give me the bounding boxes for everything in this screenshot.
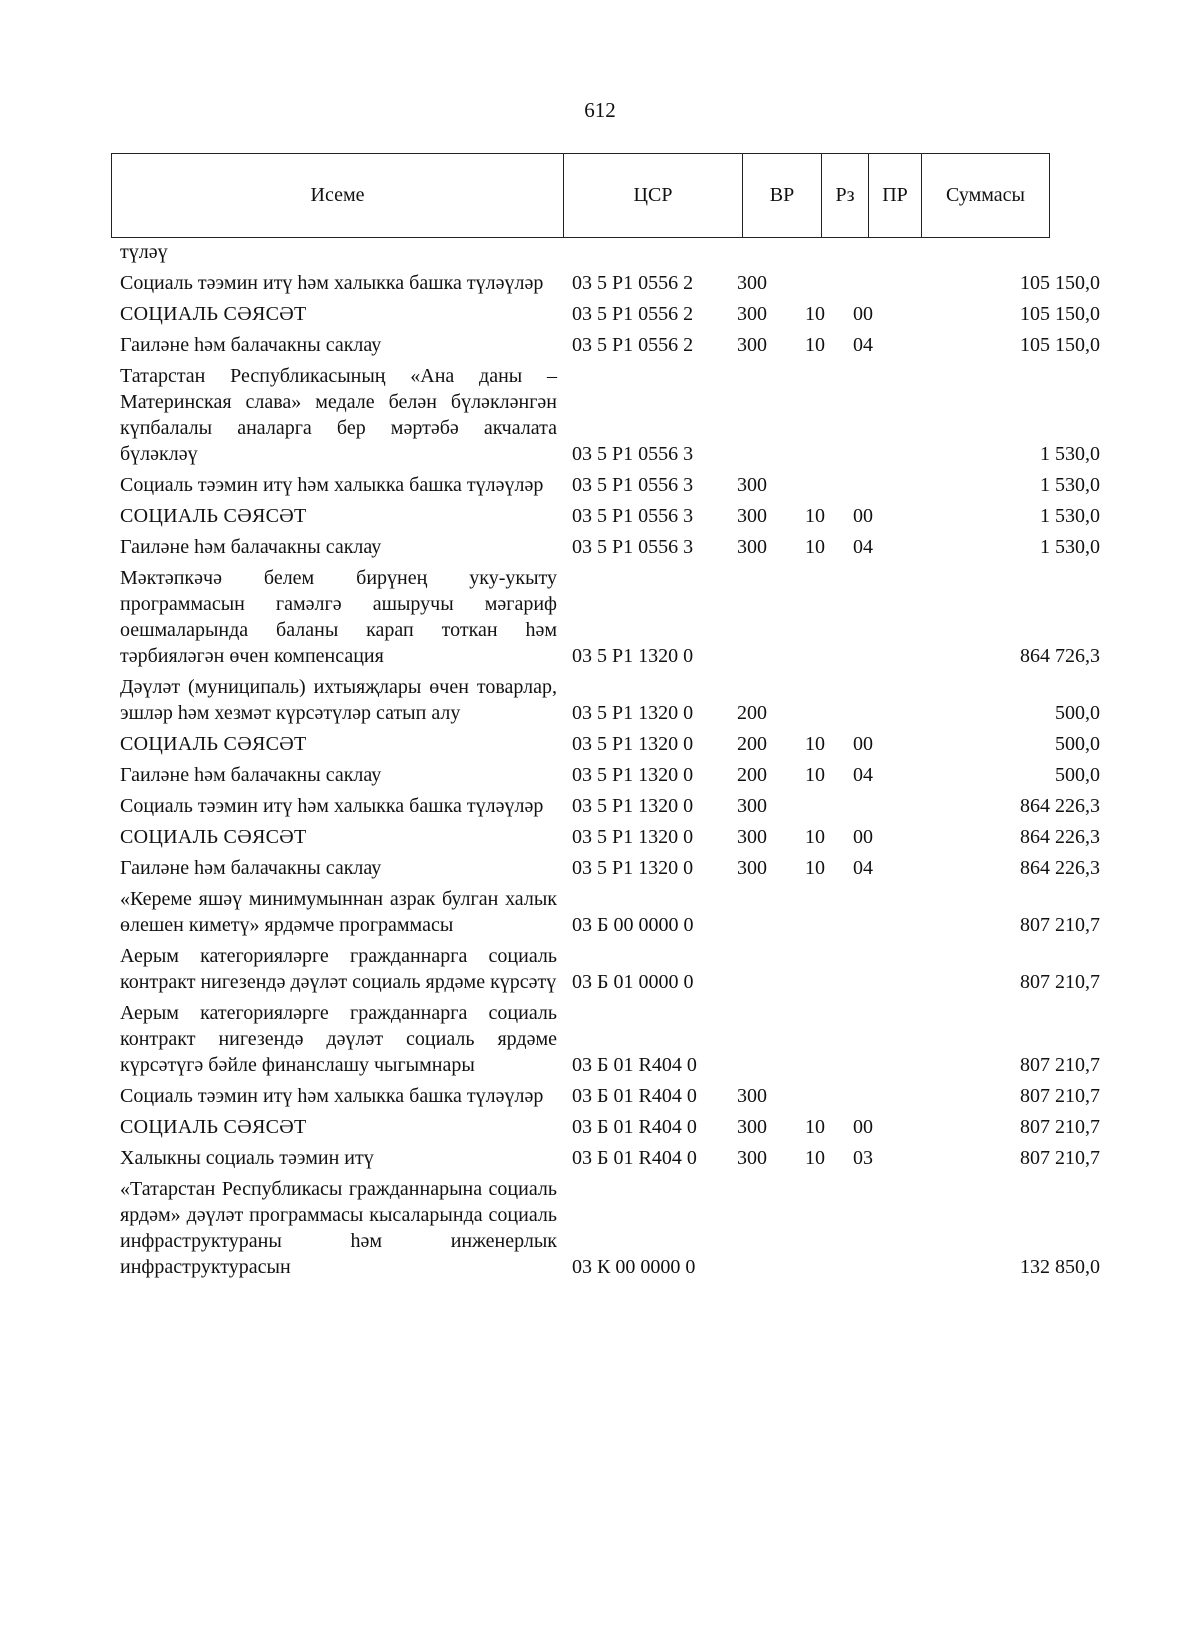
cell-rz: 10 (805, 733, 825, 755)
cell-name: түләү (120, 241, 168, 263)
table-row (120, 824, 1102, 850)
cell-vr: 300 (737, 1085, 767, 1107)
cell-name: СОЦИАЛЬ СӘЯСӘТ (120, 303, 307, 325)
cell-csr: 03 5 P1 1320 0 (572, 702, 694, 724)
cell-pr: 03 (853, 1147, 873, 1169)
cell-pr: 00 (853, 303, 873, 325)
cell-pr: 04 (853, 857, 873, 879)
cell-name: Гаиләне һәм балачакны саклау (120, 764, 382, 786)
cell-csr: 03 5 P1 0556 3 (572, 505, 694, 527)
cell-name: «Татарстан Республикасы гражданнарына социаль ярдәм» дәүләт программасы кысаларында социаль инфраструктураны һәм инженерлык инфраструктурасын (120, 1178, 557, 1278)
cell-rz: 10 (805, 505, 825, 527)
cell-rz: 10 (805, 857, 825, 879)
cell-name: Социаль тәэмин итү һәм халыкка башка түләүләр (120, 795, 544, 817)
cell-sum: 807 210,7 (1020, 1116, 1100, 1138)
cell-pr: 00 (853, 1116, 873, 1138)
cell-vr: 300 (737, 303, 767, 325)
cell-sum: 1 530,0 (1040, 443, 1100, 465)
cell-sum: 1 530,0 (1040, 536, 1100, 558)
header-name: Исеме (112, 154, 564, 237)
table-row (120, 332, 1102, 358)
cell-vr: 300 (737, 536, 767, 558)
cell-csr: 03 5 P1 0556 2 (572, 303, 694, 325)
cell-name: СОЦИАЛЬ СӘЯСӘТ (120, 733, 307, 755)
cell-csr: 03 5 P1 1320 0 (572, 795, 694, 817)
cell-name: Аерым категорияләрге гражданнарга социаль контракт нигезендә дәүләт социаль ярдәме күрсәтү (120, 945, 557, 993)
cell-sum: 807 210,7 (1020, 1147, 1100, 1169)
table-row (120, 943, 1102, 995)
cell-csr: 03 Б 01 R404 0 (572, 1085, 697, 1107)
cell-pr: 00 (853, 505, 873, 527)
cell-csr: 03 5 P1 1320 0 (572, 733, 694, 755)
cell-sum: 105 150,0 (1020, 334, 1100, 356)
table-row (120, 503, 1102, 529)
cell-sum: 807 210,7 (1020, 1085, 1100, 1107)
header-csr: ЦСР (564, 154, 743, 237)
table-row (120, 472, 1102, 498)
cell-pr: 00 (853, 826, 873, 848)
cell-vr: 300 (737, 826, 767, 848)
table-row (120, 674, 1102, 726)
cell-csr: 03 Б 01 R404 0 (572, 1116, 697, 1138)
cell-csr: 03 Б 01 R404 0 (572, 1147, 697, 1169)
cell-sum: 132 850,0 (1020, 1256, 1100, 1278)
cell-vr: 300 (737, 334, 767, 356)
cell-csr: 03 Б 01 R404 0 (572, 1054, 697, 1076)
cell-pr: 04 (853, 536, 873, 558)
table-row (120, 239, 1102, 265)
cell-rz: 10 (805, 826, 825, 848)
table-row (120, 762, 1102, 788)
cell-sum: 500,0 (1055, 702, 1100, 724)
cell-csr: 03 Б 01 0000 0 (572, 971, 694, 993)
header-rz: Рз (822, 154, 869, 237)
table-row (120, 1114, 1102, 1140)
cell-sum: 807 210,7 (1020, 914, 1100, 936)
table-row (120, 886, 1102, 938)
cell-rz: 10 (805, 1147, 825, 1169)
table-row (120, 1176, 1102, 1280)
cell-sum: 807 210,7 (1020, 1054, 1100, 1076)
cell-vr: 300 (737, 272, 767, 294)
cell-name: Гаиләне һәм балачакны саклау (120, 536, 382, 558)
cell-name: Социаль тәэмин итү һәм халыкка башка түләүләр (120, 272, 544, 294)
cell-sum: 807 210,7 (1020, 971, 1100, 993)
cell-name: Социаль тәэмин итү һәм халыкка башка түләүләр (120, 474, 544, 496)
cell-vr: 300 (737, 1116, 767, 1138)
cell-csr: 03 5 P1 0556 2 (572, 334, 694, 356)
table-body (120, 239, 1102, 1285)
table-row (120, 1083, 1102, 1109)
cell-name: Гаиләне һәм балачакны саклау (120, 857, 382, 879)
table-row (120, 534, 1102, 560)
cell-vr: 300 (737, 505, 767, 527)
cell-csr: 03 5 P1 0556 2 (572, 272, 694, 294)
header-pr: ПР (869, 154, 922, 237)
cell-rz: 10 (805, 536, 825, 558)
cell-csr: 03 К 00 0000 0 (572, 1256, 696, 1278)
cell-name: Социаль тәэмин итү һәм халыкка башка түләүләр (120, 1085, 544, 1107)
cell-vr: 300 (737, 1147, 767, 1169)
cell-sum: 1 530,0 (1040, 474, 1100, 496)
cell-sum: 864 226,3 (1020, 857, 1100, 879)
cell-csr: 03 5 P1 0556 3 (572, 474, 694, 496)
cell-name: СОЦИАЛЬ СӘЯСӘТ (120, 826, 307, 848)
table-row (120, 1000, 1102, 1078)
cell-csr: 03 5 P1 1320 0 (572, 826, 694, 848)
cell-sum: 864 226,3 (1020, 826, 1100, 848)
cell-rz: 10 (805, 334, 825, 356)
cell-csr: 03 Б 00 0000 0 (572, 914, 694, 936)
cell-vr: 200 (737, 733, 767, 755)
cell-vr: 200 (737, 764, 767, 786)
cell-sum: 105 150,0 (1020, 303, 1100, 325)
cell-pr: 04 (853, 334, 873, 356)
table-header (111, 153, 1050, 238)
cell-sum: 500,0 (1055, 733, 1100, 755)
cell-pr: 04 (853, 764, 873, 786)
cell-name: СОЦИАЛЬ СӘЯСӘТ (120, 1116, 307, 1138)
cell-sum: 105 150,0 (1020, 272, 1100, 294)
cell-sum: 864 226,3 (1020, 795, 1100, 817)
cell-csr: 03 5 P1 0556 3 (572, 443, 694, 465)
cell-name: Аерым категорияләрге гражданнарга социаль контракт нигезендә дәүләт социаль ярдәме күрсәтүгә бәйле финанслашу чыгымнары (120, 1002, 557, 1076)
table-row (120, 301, 1102, 327)
cell-name: Мәктәпкәчә белем бирүнең уку-укыту программасын гамәлгә ашыручы мәгариф оешмаларында баланы карап тоткан һәм тәрбияләгән өчен компенсация (120, 567, 557, 667)
cell-vr: 300 (737, 795, 767, 817)
table-row (120, 565, 1102, 669)
page-number: 612 (584, 98, 616, 122)
cell-pr: 00 (853, 733, 873, 755)
cell-name: Татарстан Республикасының «Ана даны – Материнская слава» медале белән бүләкләнгән күпбалалы аналарга бер мәртәбә акчалата бүләкләү (120, 365, 557, 465)
cell-name: Дәүләт (муниципаль) ихтыяҗлары өчен товарлар, эшләр һәм хезмәт күрсәтүләр сатып алу (120, 676, 557, 724)
table-row (120, 270, 1102, 296)
table-row (120, 363, 1102, 467)
table-row (120, 731, 1102, 757)
cell-csr: 03 5 P1 1320 0 (572, 857, 694, 879)
table-row (120, 855, 1102, 881)
cell-rz: 10 (805, 764, 825, 786)
cell-vr: 200 (737, 702, 767, 724)
cell-rz: 10 (805, 303, 825, 325)
cell-sum: 864 726,3 (1020, 645, 1100, 667)
cell-vr: 300 (737, 474, 767, 496)
cell-csr: 03 5 P1 1320 0 (572, 764, 694, 786)
cell-name: «Кереме яшәү минимумыннан азрак булган халык өлешен киметү» ярдәмче программасы (120, 888, 557, 936)
cell-sum: 1 530,0 (1040, 505, 1100, 527)
cell-vr: 300 (737, 857, 767, 879)
cell-name: СОЦИАЛЬ СӘЯСӘТ (120, 505, 307, 527)
cell-name: Гаиләне һәм балачакны саклау (120, 334, 382, 356)
cell-rz: 10 (805, 1116, 825, 1138)
cell-csr: 03 5 P1 0556 3 (572, 536, 694, 558)
cell-csr: 03 5 P1 1320 0 (572, 645, 694, 667)
cell-name: Халыкны социаль тәэмин итү (120, 1147, 374, 1169)
header-sum: Суммасы (946, 184, 1025, 206)
header-vr: ВР (743, 154, 822, 237)
cell-sum: 500,0 (1055, 764, 1100, 786)
table-row (120, 1145, 1102, 1171)
table-row (120, 793, 1102, 819)
